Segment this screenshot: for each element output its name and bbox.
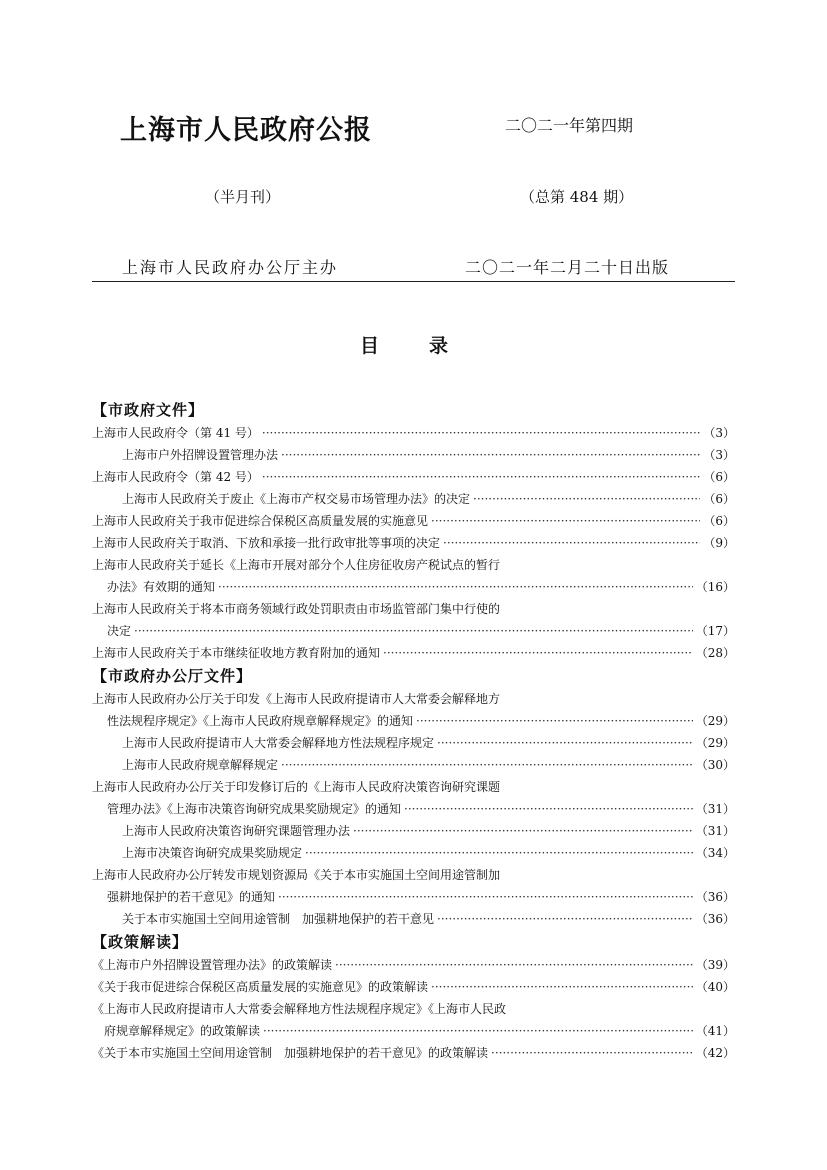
gazette-title: 上海市人民政府公报 [120, 115, 372, 146]
entry-title: 上海市人民政府令（第 42 号） [92, 470, 259, 484]
entry-page: （34） [695, 846, 735, 860]
leader-dots [431, 510, 700, 532]
leader-dots [437, 908, 693, 930]
entry-title: 上海市人民政府决策咨询研究课题管理办法 [122, 824, 351, 838]
entry-page: （29） [695, 714, 735, 728]
section-heading: 【市政府文件】 [92, 401, 205, 419]
header-rule [92, 281, 735, 282]
leader-dots [281, 444, 700, 466]
leader-dots [305, 842, 693, 864]
toc-entry[interactable] [92, 754, 735, 776]
leader-dots [431, 976, 693, 998]
leader-dots [335, 954, 693, 976]
entry-title-line[interactable]: 上海市人民政府办公厅转发市规划资源局《关于本市实施国土空间用途管制加 [92, 868, 501, 882]
sponsor: 上海市人民政府办公厅主办 [122, 258, 339, 277]
entry-page: （6） [703, 492, 735, 506]
leader-dots [278, 886, 693, 908]
entry-title: 上海市人民政府令（第 41 号） [92, 426, 259, 440]
toc-entry[interactable] [92, 1020, 735, 1042]
entry-title: 《关于我市促进综合保税区高质量发展的实施意见》的政策解读 [92, 980, 429, 994]
leader-dots [383, 642, 693, 664]
entry-page: （36） [695, 890, 735, 904]
entry-title: 府规章解释规定》的政策解读 [104, 1024, 261, 1038]
entry-title-line[interactable]: 上海市人民政府办公厅关于印发《上海市人民政府提请市人大常委会解释地方 [92, 692, 501, 706]
entry-page: （40） [695, 980, 735, 994]
leader-dots [281, 754, 693, 776]
entry-page: （16） [695, 580, 735, 594]
toc-entry[interactable] [92, 466, 735, 488]
leader-dots [262, 422, 700, 444]
leader-dots [353, 820, 693, 842]
entry-page: （9） [703, 536, 735, 550]
entry-title: 强耕地保护的若干意见》的通知 [107, 890, 276, 904]
entry-page: （6） [703, 514, 735, 528]
leader-dots [263, 1020, 693, 1042]
entry-page: （17） [695, 624, 735, 638]
toc-entry[interactable] [92, 1042, 735, 1064]
entry-title: 上海市人民政府关于废止《上海市产权交易市场管理办法》的决定 [122, 492, 471, 506]
toc-entry[interactable] [92, 886, 735, 908]
toc-entry[interactable] [92, 842, 735, 864]
publication-date: 二〇二一年二月二十日出版 [465, 258, 670, 277]
entry-page: （28） [695, 646, 735, 660]
entry-title-line[interactable]: 上海市人民政府办公厅关于印发修订后的《上海市人民政府决策咨询研究课题 [92, 780, 501, 794]
toc-entry[interactable] [92, 620, 735, 642]
toc-entry[interactable] [92, 444, 735, 466]
entry-title: 上海市户外招牌设置管理办法 [122, 448, 279, 462]
leader-dots [437, 732, 693, 754]
toc-entry[interactable] [92, 642, 735, 664]
entry-title: 上海市人民政府关于本市继续征收地方教育附加的通知 [92, 646, 381, 660]
entry-title: 《上海市户外招牌设置管理办法》的政策解读 [92, 958, 333, 972]
toc-entry[interactable] [92, 908, 735, 930]
leader-dots [416, 710, 693, 732]
leader-dots [473, 488, 700, 510]
entry-title: 关于本市实施国土空间用途管制 加强耕地保护的若干意见 [122, 912, 435, 926]
toc-entry[interactable] [92, 976, 735, 998]
section-heading: 【市政府办公厅文件】 [92, 667, 253, 685]
toc-entry[interactable] [92, 710, 735, 732]
entry-page: （30） [695, 758, 735, 772]
entry-title-line[interactable]: 《上海市人民政府提请市人大常委会解释地方性法规程序规定》《上海市人民政 [92, 1002, 507, 1016]
leader-dots [262, 466, 700, 488]
leader-dots [218, 576, 693, 598]
entry-title: 性法规程序规定》《上海市人民政府规章解释规定》的通知 [107, 714, 414, 728]
leader-dots [134, 620, 693, 642]
entry-title: 《关于本市实施国土空间用途管制 加强耕地保护的若干意见》的政策解读 [92, 1046, 489, 1060]
entry-page: （3） [703, 426, 735, 440]
section-heading: 【政策解读】 [92, 933, 189, 951]
entry-page: （31） [695, 824, 735, 838]
entry-title: 办法》有效期的通知 [107, 580, 216, 594]
toc-entry[interactable] [92, 732, 735, 754]
toc-entry[interactable] [92, 954, 735, 976]
total-issue: （总第 484 期） [520, 188, 634, 206]
entry-title: 管理办法》《上海市决策咨询研究成果奖励规定》的通知 [107, 802, 402, 816]
toc-entry[interactable] [92, 510, 735, 532]
entry-title: 上海市决策咨询研究成果奖励规定 [122, 846, 303, 860]
leader-dots [404, 798, 693, 820]
toc-entry[interactable] [92, 820, 735, 842]
entry-page: （31） [695, 802, 735, 816]
issue-number: 二〇二一年第四期 [505, 116, 634, 135]
entry-page: （41） [695, 1024, 735, 1038]
entry-page: （36） [695, 912, 735, 926]
entry-title: 决定 [107, 624, 132, 638]
table-of-contents [92, 398, 735, 1064]
toc-entry[interactable] [92, 532, 735, 554]
entry-page: （29） [695, 736, 735, 750]
entry-title-line[interactable]: 上海市人民政府关于延长《上海市开展对部分个人住房征收房产税试点的暂行 [92, 558, 501, 572]
entry-page: （6） [703, 470, 735, 484]
entry-title-line[interactable]: 上海市人民政府关于将本市商务领域行政处罚职责由市场监管部门集中行使的 [92, 602, 501, 616]
entry-title: 上海市人民政府规章解释规定 [122, 758, 279, 772]
toc-title: 目录 [360, 335, 499, 357]
entry-title: 上海市人民政府关于取消、下放和承接一批行政审批等事项的决定 [92, 536, 441, 550]
leader-dots [491, 1042, 693, 1064]
toc-entry[interactable] [92, 422, 735, 444]
toc-entry[interactable] [92, 576, 735, 598]
entry-title: 上海市人民政府关于我市促进综合保税区高质量发展的实施意见 [92, 514, 429, 528]
entry-page: （42） [695, 1046, 735, 1060]
entry-page: （39） [695, 958, 735, 972]
toc-entry[interactable] [92, 798, 735, 820]
toc-entry[interactable] [92, 488, 735, 510]
entry-page: （3） [703, 448, 735, 462]
entry-title: 上海市人民政府提请市人大常委会解释地方性法规程序规定 [122, 736, 435, 750]
leader-dots [443, 532, 700, 554]
frequency: （半月刊） [205, 188, 281, 206]
